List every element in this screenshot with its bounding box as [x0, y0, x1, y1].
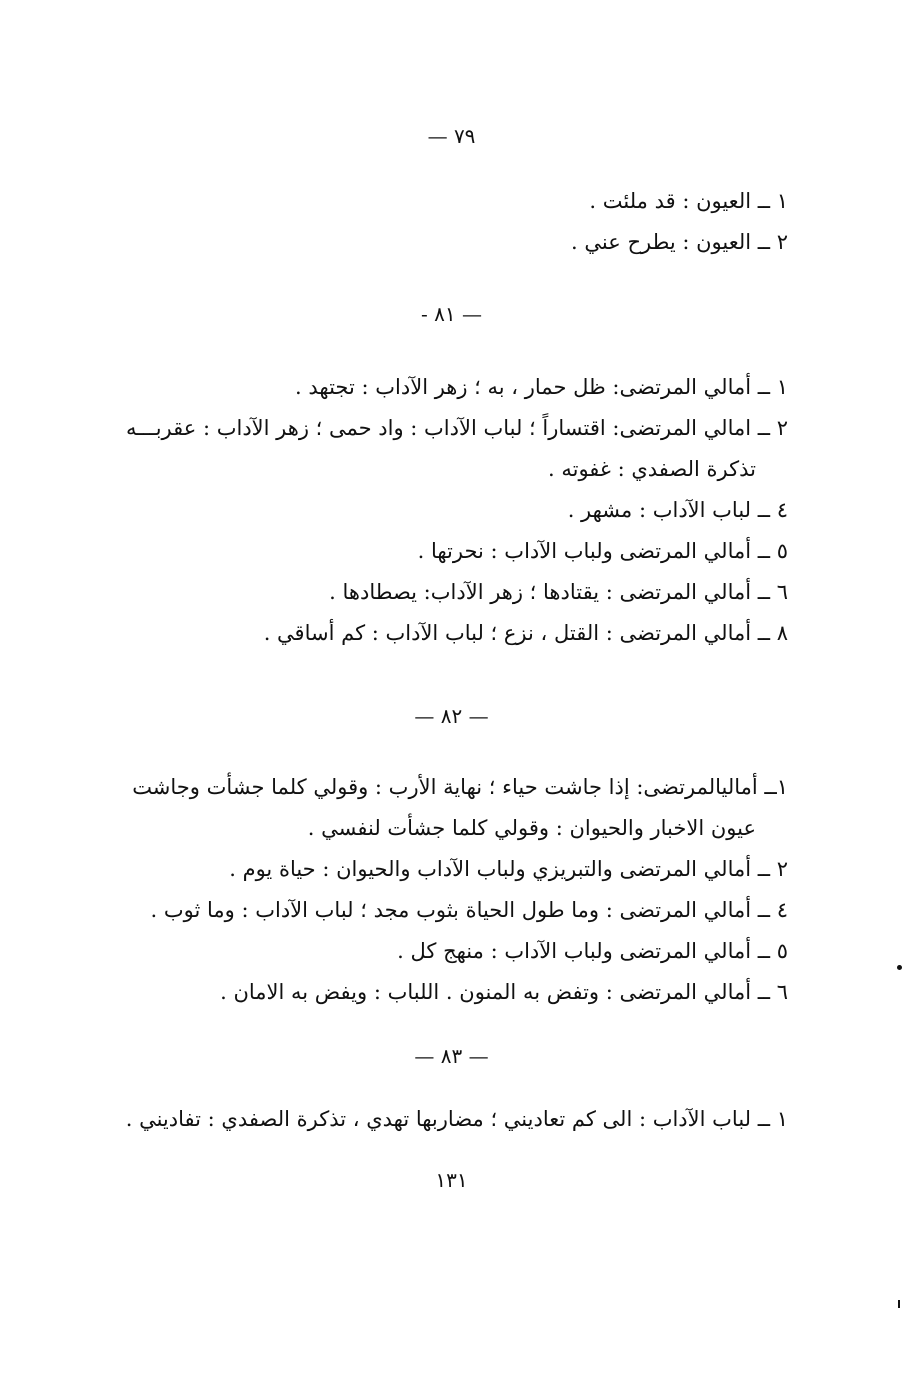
footnote-line: ٢ ــ العيون : يطرح عني . [571, 230, 788, 254]
footnote-line: ٦ ــ أمالي المرتضى : يقتادها ؛ زهر الآداب: يصطادها . [329, 580, 788, 604]
footnotes-block-79 [88, 181, 788, 263]
footnote-line: عيون الاخبار والحيوان : وقولي كلما جشأت لنفسي . [307, 816, 756, 840]
footnote-line: ٥ ــ أمالي المرتضى ولباب الآداب : منهج كل . [397, 939, 788, 963]
footnote-line: تذكرة الصفدي : غفوته . [548, 457, 756, 481]
footnote-line: ٢ ــ امالي المرتضى: اقتساراً ؛ لباب الآداب : واد حمى ؛ زهر الآداب : عقربـــه [125, 416, 788, 440]
footnote-line: ١ ــ لباب الآداب : الى كم تعاديني ؛ مضاربها تهدي ، تذكرة الصفدي : تفاديني . [125, 1107, 788, 1131]
footnotes-block-83 [68, 1099, 788, 1140]
footnote-line: ١ــ أماليالمرتضى: إذا جاشت حياء ؛ نهاية الأرب : وقولي كلما جشأت وجاشت [132, 775, 788, 799]
footnote-line: ٢ ــ أمالي المرتضى والتبريزي ولباب الآداب والحيوان : حياة يوم . [229, 857, 788, 881]
footnote-line: ٤ ــ لباب الآداب : مشهر . [567, 498, 788, 522]
footnote-line: ٨ ــ أمالي المرتضى : القتل ، نزع ؛ لباب الآداب : كم أساقي . [263, 621, 788, 645]
section-heading-81: - ٨١ — [421, 302, 482, 326]
footnote-line: ٦ ــ أمالي المرتضى : وتفض به المنون . اللباب : ويفض به الامان . [220, 980, 788, 1004]
section-heading-82: — ٨٢ — [414, 704, 489, 728]
footnote-line: ٤ ــ أمالي المرتضى : وما طول الحياة بثوب مجد ؛ لباب الآداب : وما ثوب . [150, 898, 788, 922]
footnotes-block-81 [58, 367, 788, 654]
page-number: ١٣١ [435, 1168, 468, 1192]
section-heading-83: — ٨٣ — [414, 1044, 489, 1068]
footnote-line: ٥ ــ أمالي المرتضى ولباب الآداب : نحرتها . [417, 539, 788, 563]
footnote-line: ١ ــ أمالي المرتضى: ظل حمار ، به ؛ زهر الآداب : تجتهد . [295, 375, 788, 399]
scan-mark [897, 965, 902, 970]
footnotes-block-82 [68, 767, 788, 1013]
footnote-line: ١ ــ العيون : قد ملئت . [589, 189, 788, 213]
section-heading-79: — ٧٩ [427, 124, 476, 148]
scan-mark [898, 1300, 900, 1308]
